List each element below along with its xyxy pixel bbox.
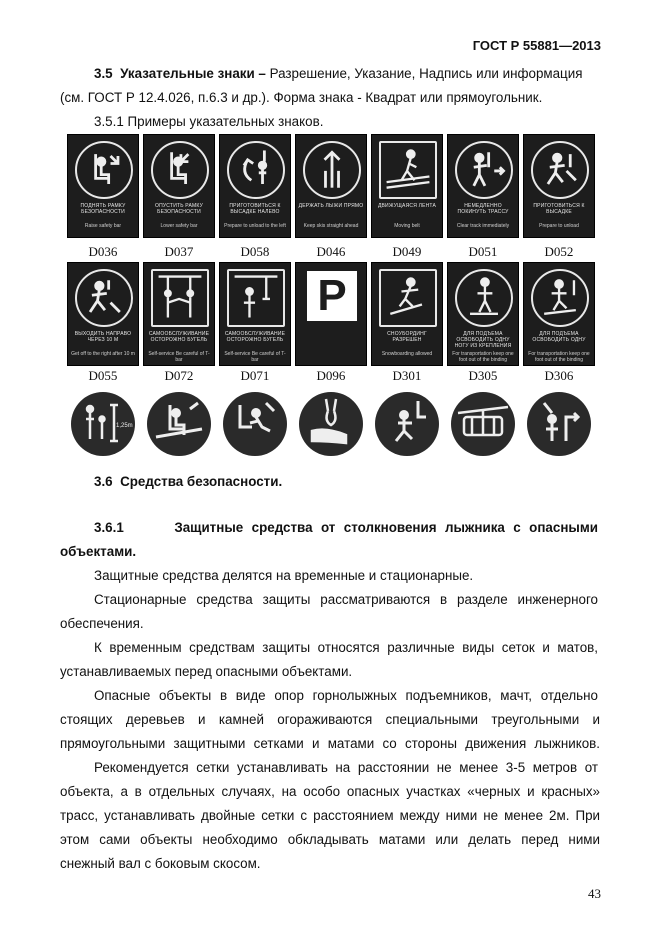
snowboarding-allowed-icon [379,269,437,327]
sign-caption: ПРИГОТОВИТЬСЯ К ВЫСАДКЕ [533,203,585,215]
sign-caption: ПРИГОТОВИТЬСЯ К ВЫСАДКЕ НАЛЕВО [229,203,281,215]
sign-caption-en: Prepare to unload to the left [224,223,286,229]
sign-caption: ПОДНЯТЬ РАМКУ БЕЗОПАСНОСТИ [80,203,126,215]
sign-caption-en: Get off to the right after 10 m [71,351,135,357]
sign-code: D058 [240,244,270,259]
signs-row-1 [67,134,599,238]
chairlift-seat-icon [143,388,215,460]
sign-d306 [523,262,595,366]
moving-belt-icon [379,141,437,199]
skier-chairlift-icon [371,388,443,460]
page-header: ГОСТ Р 55881—2013 [472,38,601,53]
sign-caption-en: Prepare to unload [539,223,579,229]
sign-caption: САМООБСЛУЖИВАНИЕ ОСТОРОЖНО БУГЕЛЬ [224,331,286,343]
sign-d052 [523,134,595,238]
circle-signs-row [67,388,599,460]
section-3-5-line1 [94,62,598,86]
sign-d055 [67,262,139,366]
sign-code: D051 [468,244,498,259]
sign-caption: ВЫХОДИТЬ НАПРАВО ЧЕРЕЗ 10 М [74,331,132,343]
height-limit-child-icon [67,388,139,460]
sign-caption-en: Moving belt [394,223,420,229]
sign-d046 [295,134,367,238]
body-paragraph-2b: обеспечения. [60,616,144,631]
sign-caption-en: Clear track immediately [456,223,510,229]
sign-caption-en: Lower safety bar [160,223,198,229]
prepare-to-unload-icon [531,141,589,199]
sign-caption-en: Raise safety bar [84,223,122,229]
body-paragraph-2a: Стационарные средства защиты рассматриваются в разделе инженерного [94,592,598,607]
section-3-6-1-line1 [94,516,598,540]
clear-track-immediately-icon [455,141,513,199]
section-3-5-line2: (см. ГОСТ Р 12.4.026, п.6.3 и др.). Форма знака - Квадрат или прямоугольник. [60,90,543,105]
sign-code: D071 [240,368,270,383]
body-paragraph-5e: снежный вал с боковым скосом. [60,856,261,871]
self-service-careful-tbar-single-icon [227,269,285,327]
sign-caption: ДВИЖУЩАЯСЯ ЛЕНТА [377,203,437,209]
sign-caption-en: Self-service Be careful of T-bar [224,351,286,363]
signs-row-2 [67,262,599,366]
codes-row-1 [67,244,599,260]
section-3-5-number: 3.5 [94,66,113,81]
section-3-6-title: Средства безопасности. [120,474,283,489]
height-label: 1,25m [116,423,133,429]
body-paragraph-5b: объекта, а в отдельных случаях, на особо опасных участках «черных и красных» [60,784,600,799]
sign-caption-en: Self-service Be careful of T-bar [148,351,210,363]
sign-code: D046 [316,244,346,259]
chairlift-fall-icon [219,388,291,460]
body-paragraph-4c: прямоугольными защитными сетками и матами со стороны движения лыжников. [60,736,600,751]
sign-code: D036 [88,244,118,259]
section-3-6-number: 3.6 [94,474,113,489]
sign-caption-en: For transportation keep one foot out of the binding [452,351,514,363]
body-paragraph-3b: устанавливаемых перед опасными объектами. [60,664,353,679]
hand-binding-icon [295,388,367,460]
chairlift-safety-bar-up-icon [75,141,133,199]
parking-icon: P [307,271,357,321]
sign-d058 [219,134,291,238]
sign-caption: ДЛЯ ПОДЪЕМА ОСВОБОДИТЬ ОДНУ [532,331,586,343]
sign-code: D049 [392,244,422,259]
sign-d072 [143,262,215,366]
body-paragraph-1: Защитные средства делятся на временные и стационарные. [94,568,474,583]
section-3-6-1-line2 [60,540,564,564]
sign-d096 [295,262,367,366]
gondola-cabin-icon [447,388,519,460]
sign-caption-en: Keep skis straight ahead [303,223,359,229]
sign-d301 [371,262,443,366]
section-3-6-1-title-cont: объектами. [60,544,137,559]
sign-d051 [447,134,519,238]
page-number: 43 [588,886,601,901]
sign-caption: ОПУСТИТЬ РАМКУ БЕЗОПАСНОСТИ [155,203,203,215]
section-3-6-1-title: Защитные средства от столкновения лыжника с опасными [174,520,598,535]
body-paragraph-5d: этом сами объекты необходимо обкладывать матами или делать перед ними [60,832,600,847]
sign-d049 [371,134,443,238]
sign-code: D305 [468,368,498,383]
codes-row-2 [67,368,599,384]
sign-d305 [447,262,519,366]
keep-straight-arrow-icon [303,141,361,199]
sign-d071 [219,262,291,366]
sign-code: D301 [392,368,422,383]
section-3-5-text: Разрешение, Указание, Надпись или информация [265,66,583,81]
sign-code: D037 [164,244,194,259]
body-paragraph-5a: Рекомендуется сетки устанавливать на расстоянии не менее 3-5 метров от [94,760,598,775]
self-service-careful-tbar-icon [151,269,209,327]
sign-caption: СНОУБОРДИНГ РАЗРЕШЕН [387,331,427,343]
section-3-5-title: Указательные знаки – [120,66,266,81]
sign-caption: ДЕРЖАТЬ ЛЫЖИ ПРЯМО [298,203,364,209]
sign-code: D096 [316,368,346,383]
sign-caption-en: For transportation keep one foot out of the binding [528,351,590,363]
sign-code: D055 [88,368,118,383]
exit-right-icon [75,269,133,327]
exit-arrow-right-icon [523,388,595,460]
sign-d036 [67,134,139,238]
section-3-6-heading [94,470,598,494]
body-paragraph-3a: К временным средствам защиты относятся различные виды сеток и матов, [94,640,598,655]
sign-caption: НЕМЕДЛЕННО ПОКИНУТЬ ТРАССУ [457,203,509,215]
body-paragraph-4b: стоящих деревьев и камней огораживаются специальными треугольными и [60,712,600,727]
body-paragraph-5c: трасс, устанавливать двойные сетки с расстоянием между ними не менее 2м. При [60,808,600,823]
section-3-6-1-number: 3.6.1 [94,520,124,535]
chairlift-safety-bar-down-icon [151,141,209,199]
free-one-foot-board-icon [531,269,589,327]
sign-d037 [143,134,215,238]
sign-caption: САМООБСЛУЖИВАНИЕ ОСТОРОЖНО БУГЕЛЬ [148,331,210,343]
sign-code: D052 [544,244,574,259]
sign-caption-en: Snowboarding allowed [381,351,433,357]
section-3-5-1-heading: 3.5.1 Примеры указательных знаков. [94,114,324,129]
prepare-unload-left-icon [227,141,285,199]
sign-code: D072 [164,368,194,383]
sign-caption: ДЛЯ ПОДЪЕМА ОСВОБОДИТЬ ОДНУ НОГУ ИЗ КРЕПЛЕНИЯ [454,331,512,349]
sign-code: D306 [544,368,574,383]
body-paragraph-4a: Опасные объекты в виде опор горнолыжных подъемников, мачт, отдельно [94,688,598,703]
free-one-foot-icon [455,269,513,327]
